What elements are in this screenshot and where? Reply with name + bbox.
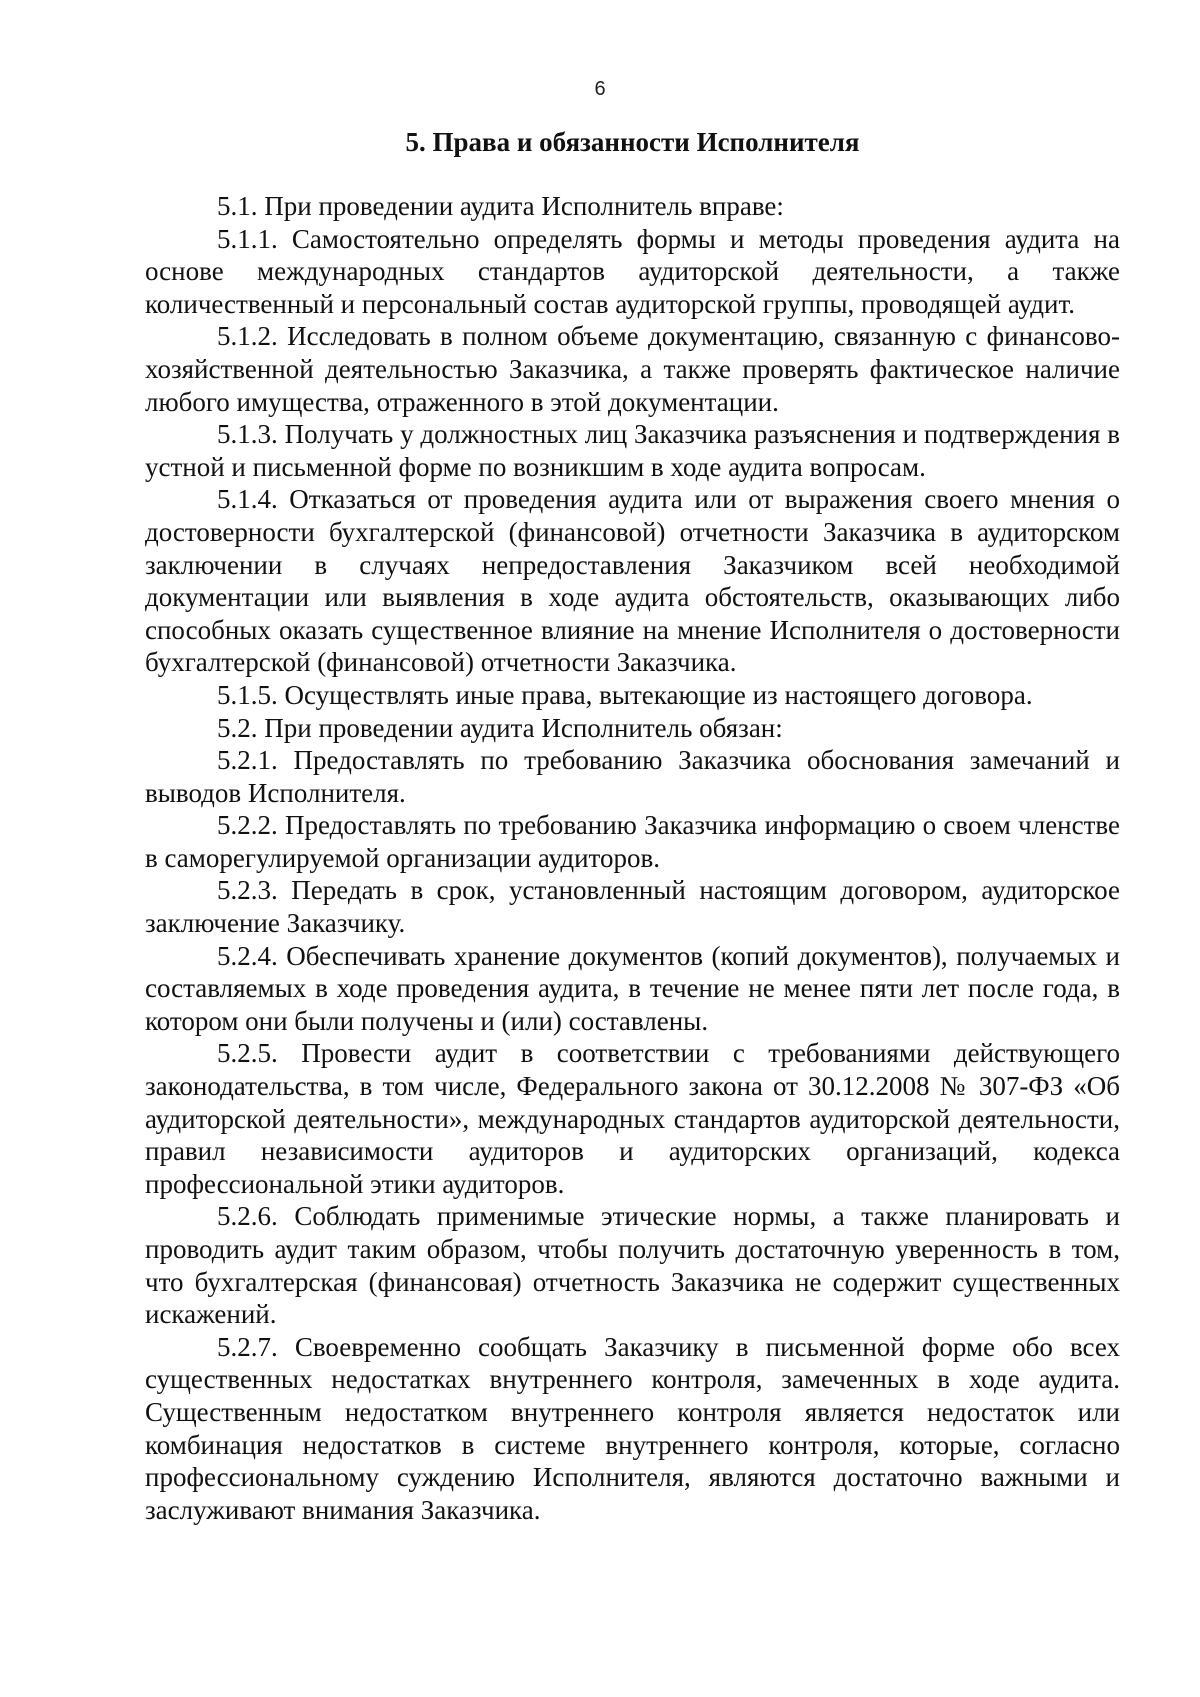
section-title: 5. Права и обязанности Исполнителя	[405, 127, 860, 157]
page-number: 6	[594, 78, 606, 100]
paragraph-5-1-4: 5.1.4. Отказаться от проведения аудита или от выражения своего мнения о достоверности бухгалтерской (финансовой) отчетности Заказчика в аудиторском заключении в случаях непредоставления Заказчиком всей необходимой документации или выявления в ходе аудита обстоятельств, оказывающих либо способных оказать существенное влияние на мнение Исполнителя о достоверности бухгалтерской (финансовой) отчетности Заказчика.	[145, 484, 1120, 678]
paragraph-5-2-1: 5.2.1. Предоставлять по требованию Заказчика обоснования замечаний и выводов Исполнителя.	[145, 745, 1120, 808]
paragraph-5-1-5: 5.1.5. Осуществлять иные права, вытекающие из настоящего договора.	[217, 679, 1033, 710]
paragraph-5-2-7: 5.2.7. Своевременно сообщать Заказчику в письменной форме обо всех существенных недостатках внутреннего контроля, замеченных в ходе аудита. Существенным недостатком внутреннего контроля является недостаток или комбинация недостатков в системе внутреннего контроля, которые, согласно профессиональному суждению Исполнителя, являются достаточно важными и заслуживают внимания Заказчика.	[145, 1331, 1120, 1525]
paragraph-5-2-2: 5.2.2. Предоставлять по требованию Заказчика информацию о своем членстве в саморегулируемой организации аудиторов.	[145, 810, 1120, 873]
paragraph-5-1-3: 5.1.3. Получать у должностных лиц Заказчика разъяснения и подтверждения в устной и письменной форме по возникшим в ходе аудита вопросам.	[145, 419, 1120, 482]
paragraph-5-1-2: 5.1.2. Исследовать в полном объеме документацию, связанную с финансово-хозяйственной деятельностью Заказчика, а также проверять фактическое наличие любого имущества, отраженного в этой документации.	[145, 321, 1120, 417]
paragraph-5-2-4: 5.2.4. Обеспечивать хранение документов (копий документов), получаемых и составляемых в ходе проведения аудита, в течение не менее пяти лет после года, в котором они были получены и (или) составлены.	[145, 940, 1120, 1036]
paragraph-5-2-3: 5.2.3. Передать в срок, установленный настоящим договором, аудиторское заключение Заказчику.	[145, 875, 1120, 939]
section-body	[145, 190, 1120, 1526]
paragraph-5-1: 5.1. При проведении аудита Исполнитель вправе:	[217, 191, 784, 221]
paragraph-5-1-1: 5.1.1. Самостоятельно определять формы и методы проведения аудита на основе международных стандартов аудиторской деятельности, а также количественный и персональный состав аудиторской группы, проводящей аудит.	[145, 223, 1120, 319]
paragraph-5-2-5: 5.2.5. Провести аудит в соответствии с требованиями действующего законодательства, в том числе, Федерального закона от 30.12.2008 № 307-ФЗ «Об аудиторской деятельности», международных стандартов аудиторской деятельности, правил независимости аудиторов и аудиторских организаций, кодекса профессиональной этики аудиторов.	[145, 1038, 1120, 1199]
paragraph-5-2-6: 5.2.6. Соблюдать применимые этические нормы, а также планировать и проводить аудит таким образом, чтобы получить достаточную уверенность в том, что бухгалтерская (финансовая) отчетность Заказчика не содержит существенных искажений.	[145, 1201, 1120, 1330]
paragraph-5-2: 5.2. При проведении аудита Исполнитель обязан:	[217, 712, 783, 743]
